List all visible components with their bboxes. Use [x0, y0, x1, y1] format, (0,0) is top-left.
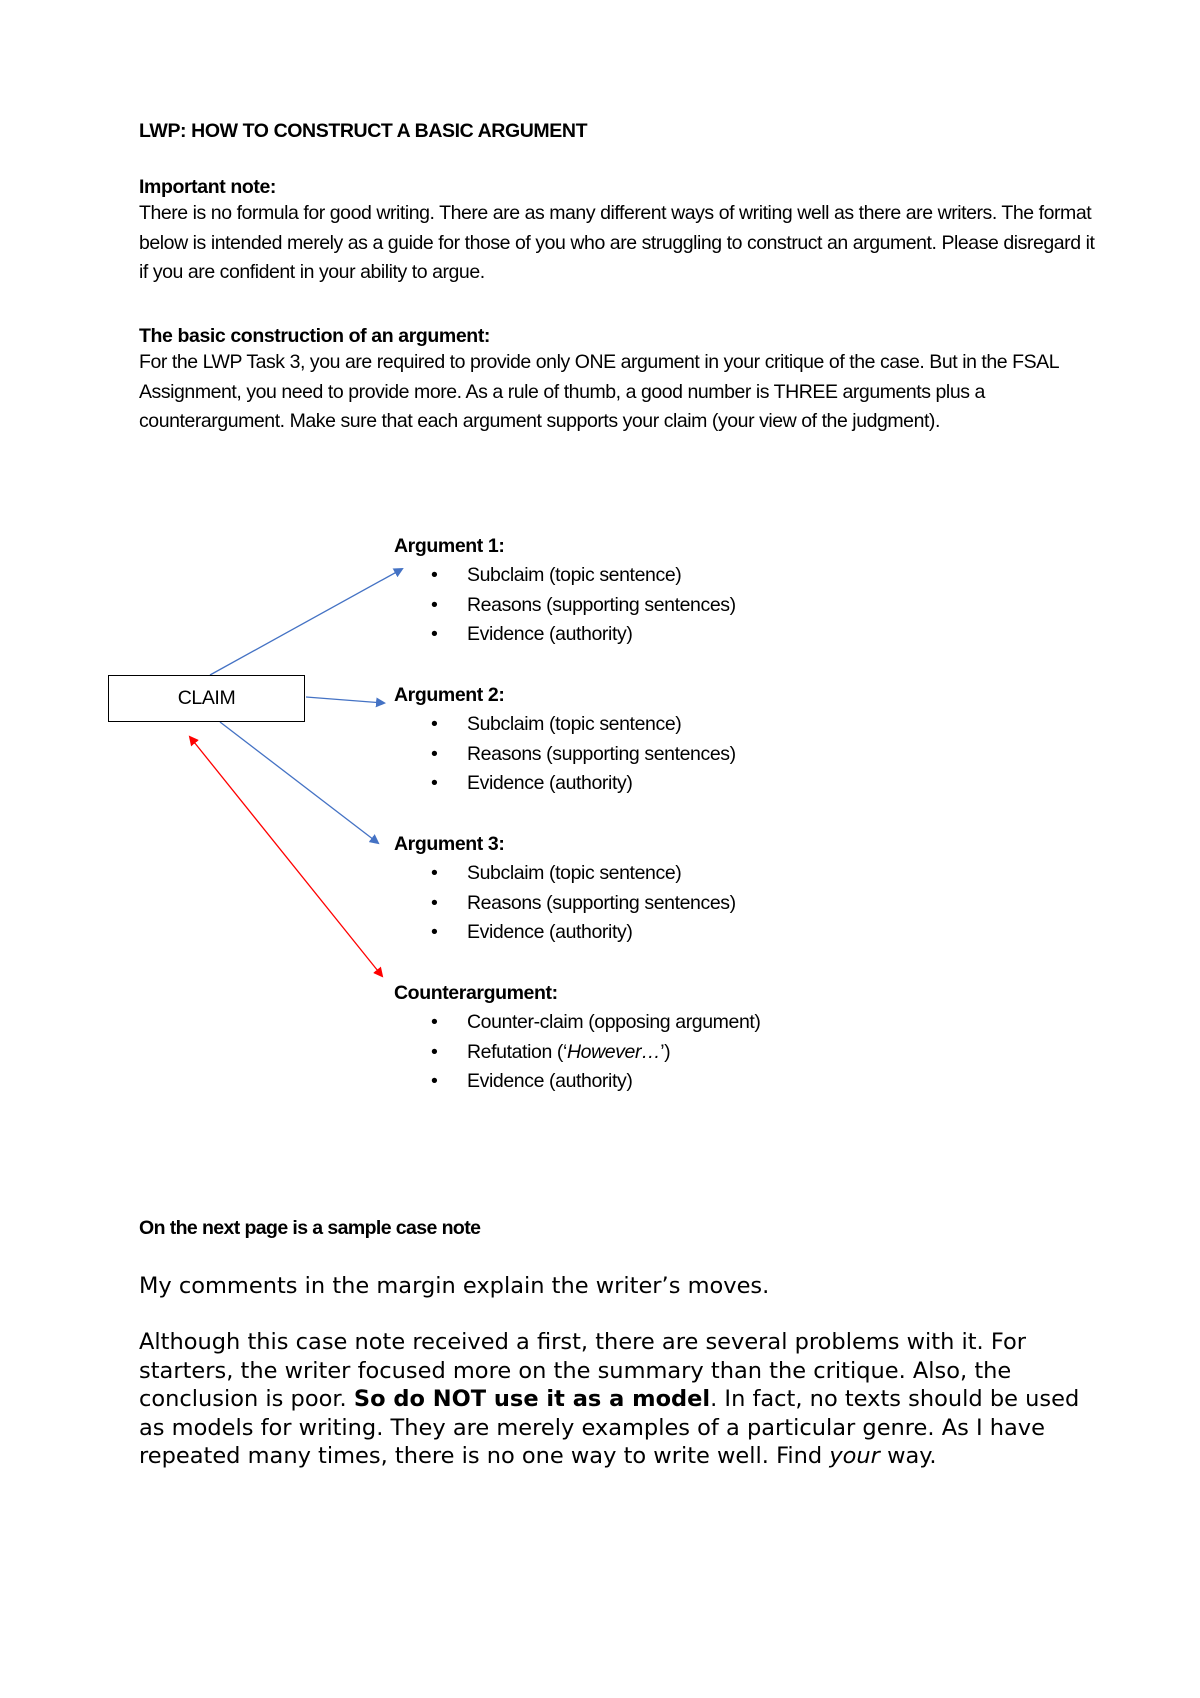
next-page-note: On the next page is a sample case note — [139, 1217, 481, 1239]
argument-2 — [394, 681, 736, 799]
list-item: • Refutation (‘However…’) — [394, 1038, 761, 1068]
bullet-icon: • — [431, 772, 438, 794]
list-item: • Subclaim (topic sentence) — [394, 561, 736, 591]
basic-construction-heading: The basic construction of an argument: — [139, 325, 491, 347]
argument-list — [394, 561, 736, 650]
argument-list — [394, 859, 736, 948]
comments-line: My comments in the margin explain the writer’s moves. — [139, 1273, 770, 1299]
document-title: LWP: HOW TO CONSTRUCT A BASIC ARGUMENT — [139, 120, 588, 142]
list-item: • Evidence (authority) — [394, 620, 736, 650]
counterargument-list — [394, 1008, 761, 1097]
bullet-icon: • — [431, 862, 438, 884]
arrow-to-argument-1 — [210, 569, 402, 675]
important-note-text: There is no formula for good writing. There are as many different ways of writing well as there are writers. The format below is intended merely as a guide for those of you who are struggling to construct an argument. Please disregard it if you are confident in your ability to argue. — [139, 202, 1095, 283]
final-paragraph: Although this case note received a first, there are several problems with it. For starters, the writer focused more on the summary than the critique. Also, the conclusion is poor. So do NOT use it as a model. In fact, no texts should be used as models for writing. They are merely examples of a particular genre. As I have repeated many times, there is no one way to write well. Find your way. — [139, 1329, 1080, 1469]
list-item: • Reasons (supporting sentences) — [394, 591, 736, 621]
claim-label: CLAIM — [177, 687, 236, 709]
list-item: • Subclaim (topic sentence) — [394, 859, 736, 889]
counterargument — [394, 979, 761, 1097]
arrow-to-argument-3 — [220, 722, 378, 843]
bullet-icon: • — [431, 623, 438, 645]
important-note-heading: Important note: — [139, 176, 276, 198]
bullet-icon: • — [431, 891, 438, 914]
basic-construction-text: For the LWP Task 3, you are required to provide only ONE argument in your critique of the case. But in the FSAL Assignment, you need to provide more. As a rule of thumb, a good number is THREE arguments plus a counterargument. Make sure that each argument supports your claim (your view of the judgment). — [139, 351, 1059, 432]
list-item: • Evidence (authority) — [394, 769, 736, 799]
argument-heading: Argument 3: — [394, 833, 505, 855]
list-item: • Evidence (authority) — [394, 918, 736, 948]
counterargument-heading: Counterargument: — [394, 982, 558, 1004]
bullet-icon: • — [431, 1040, 438, 1063]
list-item: • Reasons (supporting sentences) — [394, 740, 736, 770]
bullet-icon: • — [431, 1070, 438, 1092]
list-item: • Subclaim (topic sentence) — [394, 710, 736, 740]
bullet-icon: • — [431, 742, 438, 765]
bullet-icon: • — [431, 713, 438, 735]
arrow-to-argument-2 — [306, 697, 384, 703]
argument-heading: Argument 2: — [394, 684, 505, 706]
argument-heading: Argument 1: — [394, 535, 505, 557]
bullet-icon: • — [431, 593, 438, 616]
argument-1 — [394, 532, 736, 650]
claim-box — [108, 675, 305, 722]
argument-3 — [394, 830, 736, 948]
bullet-icon: • — [431, 921, 438, 943]
list-item: • Counter-claim (opposing argument) — [394, 1008, 761, 1038]
emphasis-warning: So do NOT use it as a model — [353, 1386, 711, 1412]
bullet-icon: • — [431, 564, 438, 586]
argument-list — [394, 710, 736, 799]
bullet-icon: • — [431, 1011, 438, 1033]
list-item: • Evidence (authority) — [394, 1067, 761, 1097]
list-item: • Reasons (supporting sentences) — [394, 889, 736, 919]
